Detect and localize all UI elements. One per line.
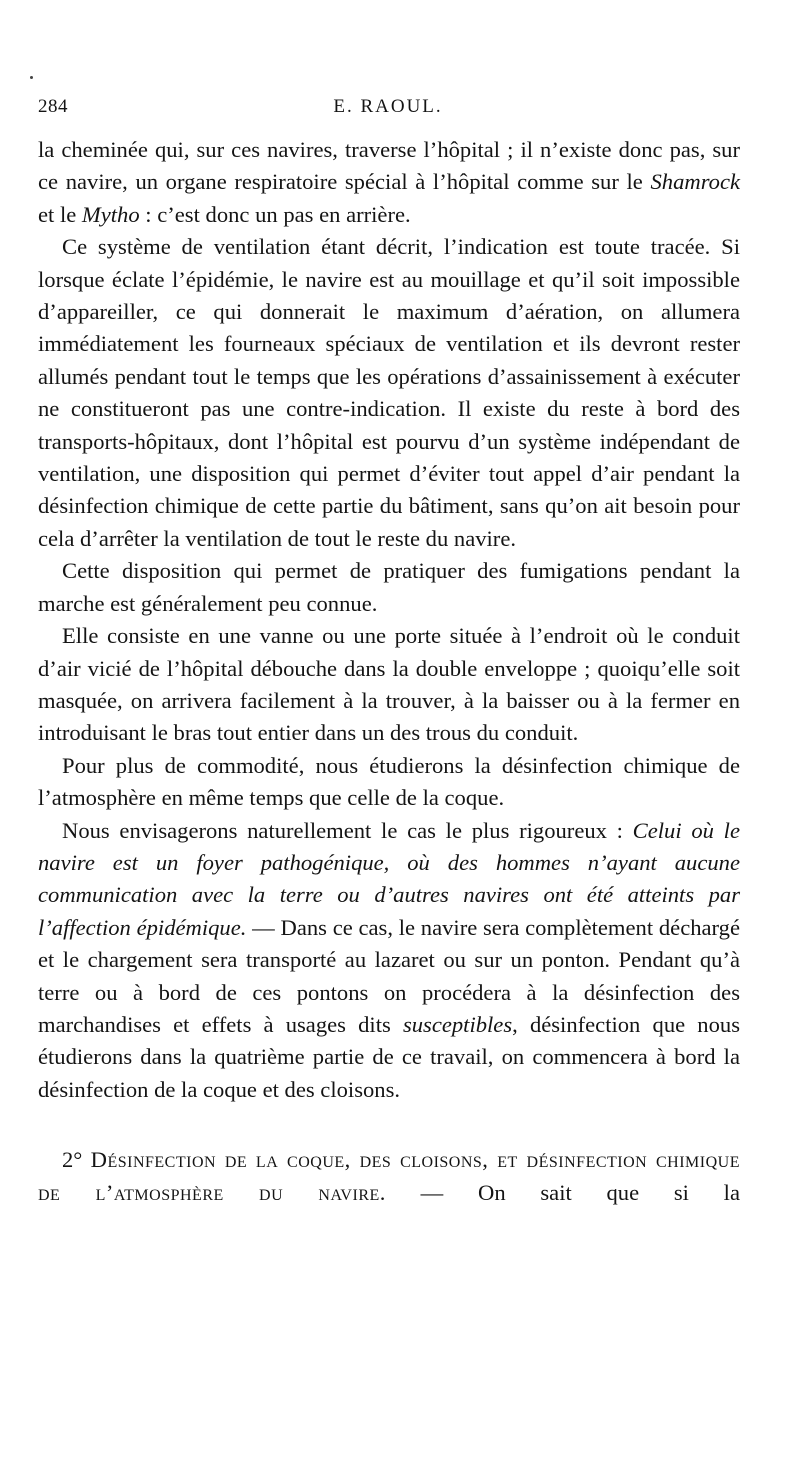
paragraph-cas-rigoureux — [38, 815, 740, 1107]
paragraph-ventilation: Ce système de ventilation étant décrit, l’indication est toute tracée. Si lorsque éclate l’épidémie, le navire est au mouillage et qu’il soit impossible d’appareiller, ce qui donnerait le maximum d’aération, on allumera immédiatement les fourneaux spéciaux de ventilation et ils devront rester allumés pendant tout le temps que les opérations d’assainissement à exécuter ne constitueront pas une contre-indication. Il existe du reste à bord des transports-hôpitaux, dont l’hôpital est pourvu d’un système indépendant de ventilation, une disposition qui permet d’éviter tout appel d’air pendant la désinfection chimique de cette partie du bâtiment, sans qu’on ait besoin pour cela d’arrêter la ventilation de tout le reste du navire. — [38, 234, 740, 551]
text-run: — Dans ce cas, le navire sera complètement déchargé et le chargement sera transporté au lazaret ou sur un ponton. Pendant qu’à terre ou à bord de ces pontons on procédera à la désinfection des marchandises et effets à usages dits — [38, 914, 740, 1037]
section-number: 2° — [62, 1147, 83, 1173]
text-run: : c’est donc un pas en arrière. — [139, 201, 411, 227]
paragraph-vanne: Elle consiste en une vanne ou une porte située à l’endroit où le conduit d’air vicié de l’hôpital débouche dans la double enveloppe ; quoiqu’elle soit masquée, on arrivera facilement à la trouver, à la baisser ou à la fermer en introduisant le bras tout entier dans un des trous du conduit. — [38, 623, 740, 746]
body-text — [38, 134, 740, 1209]
section-heading — [38, 1144, 740, 1209]
print-speck — [30, 76, 33, 79]
ship-name: Shamrock — [650, 169, 740, 195]
italic-statement: Celui où le navire est un foyer pathogénique, où des hommes n’ayant aucune communication avec la terre ou d’autres navires ont été atteints par l’affection épidémique. — [38, 817, 740, 940]
text-run: la cheminée qui, sur ces navires, traverse l’hôpital ; il n’existe donc pas, sur ce navire, un organe respiratoire spécial à l’hôpital comme sur le — [38, 137, 740, 195]
text-run: Nous envisagerons naturellement le cas le plus rigoureux : — [62, 817, 633, 843]
italic-term: susceptibles — [402, 1011, 513, 1037]
text-run: et le — [38, 201, 82, 227]
text-run: , désinfection que nous étudierons dans la quatrième partie de ce travail, on commencera à bord la désinfection de la coque et des cloisons. — [38, 1011, 740, 1102]
paragraph-continuation — [38, 134, 740, 231]
page-header — [38, 96, 738, 126]
page-number: 284 — [38, 96, 68, 117]
paragraph-commodite: Pour plus de commodité, nous étudierons la désinfection chimique de l’atmosphère en même temps que celle de la coque. — [38, 752, 740, 811]
ship-name: Mytho — [81, 201, 140, 227]
paragraph-disposition: Cette disposition qui permet de pratiquer des fumigations pendant la marche est généralement peu connue. — [38, 558, 740, 616]
section-text: — On sait que si la — [385, 1179, 740, 1205]
running-head: E. RAOUL. — [333, 96, 443, 117]
section-gap — [38, 1106, 740, 1144]
section-title: Désinfection de la coque, des cloisons, et désinfection chimique de l’atmosphère du navire. — [38, 1147, 740, 1205]
